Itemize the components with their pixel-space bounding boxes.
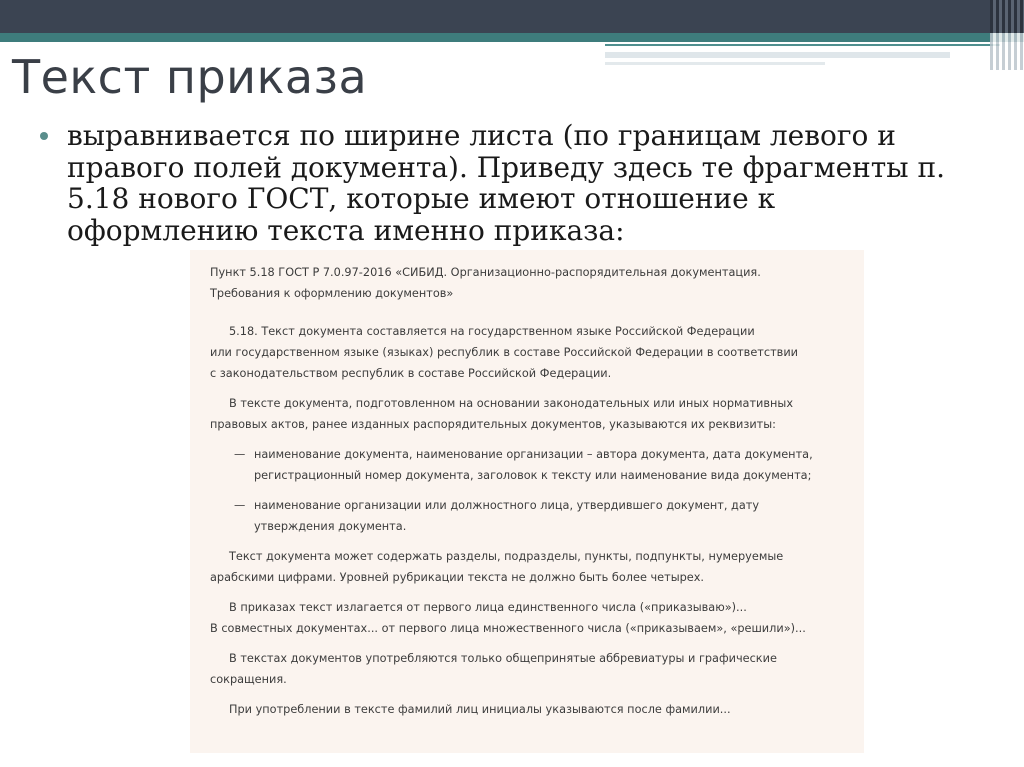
decor-line	[605, 52, 950, 58]
top-teal-bar	[0, 33, 1024, 42]
doc-list-line: наименование документа, наименование организации – автора документа, дата документа,	[254, 448, 813, 461]
doc-paragraph-line: с законодательством республик в составе Российской Федерации.	[210, 367, 612, 380]
bullet-text: выравнивается по ширине листа (по границам левого и правого полей документа). Приведу здесь те фрагменты п. 5.18 нового ГОСТ, которые имеют отношение к оформлению текста именно приказа:	[67, 119, 946, 247]
decor-line	[605, 44, 1000, 46]
doc-list-line: наименование организации или должностного лица, утвердившего документ, дату	[254, 499, 760, 512]
bullet-dot-icon	[40, 132, 48, 140]
doc-list-item-cont	[210, 516, 850, 537]
doc-paragraph-line: или государственном языке (языках) республик в составе Российской Федерации в соответствии	[210, 346, 799, 359]
top-dark-bar	[0, 0, 1024, 33]
doc-list-item-cont	[210, 465, 850, 486]
doc-paragraph-line: арабскими цифрами. Уровней рубрикации текста не должно быть более четырех.	[210, 571, 705, 584]
doc-header-line: Пункт 5.18 ГОСТ Р 7.0.97-2016 «СИБИД. Организационно-распорядительная документация.	[210, 266, 761, 279]
doc-paragraph-line: При употреблении в тексте фамилий лиц инициалы указываются после фамилии...	[229, 703, 731, 716]
doc-list-item	[210, 444, 850, 465]
document-excerpt	[190, 250, 864, 753]
slide-title: Текст приказа	[12, 50, 368, 104]
dash-marker: —	[234, 499, 246, 512]
dash-marker: —	[234, 448, 246, 461]
doc-paragraph-line: правовых актов, ранее изданных распорядительных документов, указываются их реквизиты:	[210, 418, 776, 431]
doc-list-item	[210, 495, 850, 516]
doc-header-line: Требования к оформлению документов»	[210, 287, 454, 300]
doc-list-line: регистрационный номер документа, заголовок к тексту или наименование вида документа;	[254, 469, 812, 482]
decor-stripes-dark	[990, 0, 1024, 33]
doc-list-line: утверждения документа.	[254, 520, 407, 533]
doc-paragraph-line: сокращения.	[210, 673, 287, 686]
doc-paragraph-line: В совместных документах... от первого лица множественного числа («приказываем», «решили»)...	[210, 622, 806, 635]
decor-line	[605, 62, 825, 65]
doc-paragraph-line: Текст документа может содержать разделы, подразделы, пункты, подпункты, нумеруемые	[229, 550, 784, 563]
doc-paragraph-line: В приказах текст излагается от первого лица единственного числа («приказываю»)...	[229, 601, 747, 614]
doc-paragraph-line: В тексте документа, подготовленном на основании законодательных или иных нормативных	[229, 397, 794, 410]
doc-paragraph-line: 5.18. Текст документа составляется на государственном языке Российской Федерации	[229, 325, 755, 338]
document-text	[210, 262, 850, 720]
doc-paragraph-line: В текстах документов употребляются только общепринятые аббревиатуры и графические	[229, 652, 777, 665]
